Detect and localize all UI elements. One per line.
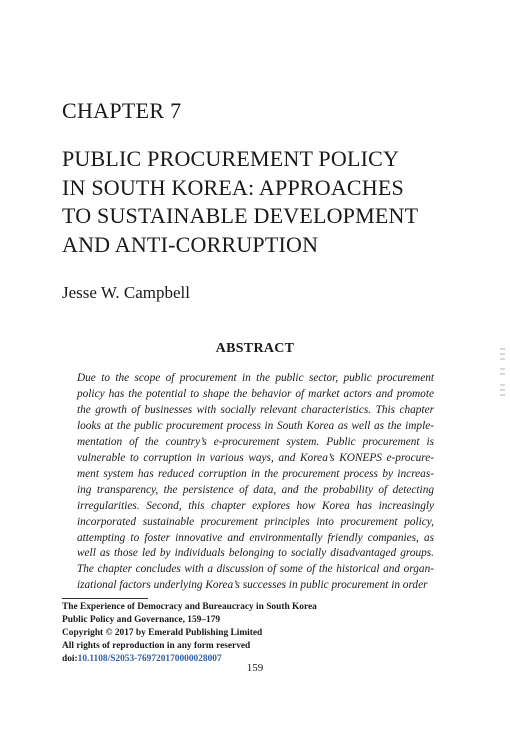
author-name: Jesse W. Campbell <box>62 283 190 302</box>
margin-scan-mark <box>498 348 510 400</box>
copyright-notice: Copyright © 2017 by Emerald Publishing Limited <box>62 628 263 638</box>
abstract-heading: ABSTRACT <box>215 341 295 356</box>
series-info: Public Policy and Governance, 159–179 <box>62 615 221 625</box>
abstract-line: irregularities. Second, this chapter explores how Korea has increasingly <box>77 499 434 512</box>
doi-link[interactable]: 10.1108/S2053-769720170000028007 <box>77 654 222 664</box>
footnote-rule <box>62 598 148 599</box>
abstract-body <box>77 371 434 594</box>
chapter-title-line: PUBLIC PROCUREMENT POLICY <box>62 146 400 171</box>
doi-label: doi: <box>62 654 78 664</box>
abstract-line: incorporated sustainable procurement principles into procurement policy, <box>77 515 434 528</box>
abstract-line: ing transparency, the persistence of data, and the probability of detecting <box>77 483 434 496</box>
abstract-line: the growth of businesses with socially relevant characteristics. This chapter <box>77 403 434 416</box>
abstract-line: izational factors underlying Korea’s successes in public procurement in order <box>77 579 428 592</box>
chapter-title <box>62 145 482 259</box>
footnote-block <box>62 601 317 666</box>
abstract-line: mentation of the country’s e-procurement system. Public procurement is <box>77 435 434 448</box>
abstract-line: Due to the scope of procurement in the public sector, public procurement <box>77 372 434 384</box>
abstract-line: vulnerable to corruption in various ways, and Korea’s KONEPS e-procure- <box>77 451 434 464</box>
abstract-line: policy has the potential to shape the behavior of market actors and promote <box>77 387 434 400</box>
abstract-line: well as those led by individuals belonging to socially disadvantaged groups. <box>77 547 434 560</box>
rights-notice: All rights of reproduction in any form reserved <box>62 641 251 651</box>
abstract-line: looks at the public procurement process in South Korea as well as the imple- <box>77 419 434 432</box>
book-title: The Experience of Democracy and Bureaucracy in South Korea <box>62 602 317 612</box>
chapter-title-line: IN SOUTH KOREA: APPROACHES <box>62 174 404 200</box>
chapter-title-line: TO SUSTAINABLE DEVELOPMENT <box>62 203 419 228</box>
abstract-line: The chapter concludes with a discussion of some of the historical and organ- <box>77 563 434 576</box>
page-number: 159 <box>246 662 264 674</box>
chapter-title-line: AND ANTI-CORRUPTION <box>62 231 319 257</box>
chapter-label: CHAPTER 7 <box>62 98 182 123</box>
abstract-line: ment system has reduced corruption in the procurement process by increas- <box>77 467 434 480</box>
abstract-line: attempting to foster innovative and environmentally friendly companies, as <box>77 531 434 544</box>
